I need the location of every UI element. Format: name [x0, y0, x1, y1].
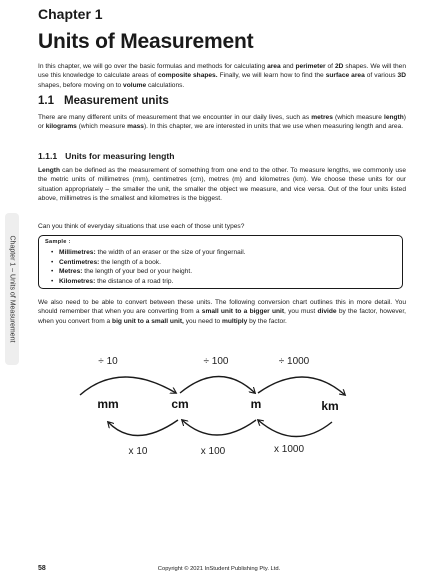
intro-text: In this chapter, we will go over the basic formulas and methods for calculating	[38, 63, 268, 70]
term-surface-area: surface area	[325, 72, 365, 80]
multiply-label: x 10	[128, 446, 148, 457]
sample-text: the width of an eraser or the size of your fingernail.	[95, 249, 246, 256]
section-number: 1.1.1	[38, 151, 58, 161]
chapter-label: Chapter 1	[38, 6, 103, 22]
unit-label: m	[250, 397, 262, 411]
paragraph-text: by the factor, however, when you convert from a	[38, 308, 406, 325]
paragraph-text: ). In this chapter, we are interested in units that we use when measuring length and area.	[143, 123, 404, 131]
unit-label: mm	[97, 397, 119, 411]
list-item	[59, 267, 246, 277]
paragraph-text: (which measure	[76, 123, 128, 131]
term-kilograms: kilograms	[45, 123, 77, 131]
sample-term: Kilometres:	[59, 277, 96, 285]
term-area: area	[267, 63, 281, 70]
length-definition-paragraph	[38, 166, 406, 204]
intro-text: Finally, we will learn how to find the	[217, 72, 326, 80]
term-length: Length	[38, 167, 60, 174]
paragraph-text: (which measure	[332, 114, 384, 121]
divide-label: ÷ 100	[203, 356, 229, 367]
sample-term: Metres:	[59, 268, 83, 276]
paragraph-text: by the factor.	[247, 317, 287, 325]
unit-label: km	[321, 399, 339, 413]
term-metres: metres	[311, 114, 333, 121]
term-small-to-big: small unit to a bigger unit	[201, 308, 285, 316]
term-perimeter: perimeter	[295, 63, 326, 70]
sample-term: Millimetres:	[59, 249, 96, 256]
intro-text: calculations.	[146, 81, 185, 89]
section-heading-1-1	[38, 95, 169, 107]
conversion-paragraph	[38, 298, 406, 326]
multiply-arrow	[258, 420, 332, 437]
multiply-arrow	[108, 420, 178, 436]
sample-term: Centimetres:	[59, 258, 100, 266]
term-length: length	[384, 114, 404, 121]
sample-label: Sample :	[45, 239, 71, 245]
section-heading-1-1-1	[38, 151, 174, 161]
multiply-label: x 1000	[273, 444, 305, 455]
paragraph-text: We also need to be able to convert between these units. The following conversion chart outlines this in more detail. You should remember that when you are converting from a	[38, 299, 406, 316]
multiply-label: x 100	[200, 446, 226, 457]
sample-text: the distance of a road trip.	[95, 277, 174, 285]
divide-arrow	[180, 377, 255, 394]
paragraph-text: can be defined as the measurement of something from one end to the other. To measure lengths, we commonly use the metric units of millimetres (mm), centimetres (cm), metres (m) and kilometres (km). We choose these units for our situation appropriately – the smaller the unit, the smaller the object we measure, and vice versa. Out of the four units listed above, millimetres is the smallest and kilometres is the biggest.	[38, 167, 406, 203]
sample-text: the length of a book.	[99, 258, 161, 266]
divide-label: ÷ 1000	[278, 356, 310, 367]
section-title: Units for measuring length	[65, 151, 175, 161]
divide-label: ÷ 10	[98, 356, 118, 367]
paragraph-text: you need to	[183, 317, 222, 325]
intro-text: shapes. We will then use this knowledge to calculate areas of	[38, 63, 406, 80]
conversion-diagram	[0, 340, 438, 470]
term-mass: mass	[127, 123, 144, 131]
list-item	[59, 277, 246, 287]
term-big-to-small: big unit to a small unit,	[112, 317, 184, 325]
sample-text: the length of your bed or your height.	[82, 268, 193, 276]
term-composite-shapes: composite shapes.	[158, 72, 218, 80]
paragraph-text: ) or	[38, 114, 406, 131]
page-title: Units of Measurement	[38, 30, 254, 53]
intro-text: of	[325, 63, 335, 70]
page-number: 58	[38, 565, 46, 572]
term-divide: divide	[317, 308, 337, 316]
intro-text: of various	[364, 72, 398, 80]
intro-text: shapes, before moving on to	[38, 81, 124, 89]
sample-list	[59, 248, 246, 286]
intro-paragraph	[38, 62, 406, 90]
term-volume: volume	[123, 81, 147, 89]
paragraph-text: There are many different units of measurement that we encounter in our daily lives, such as	[38, 114, 312, 121]
paragraph-text: , you must	[284, 308, 318, 316]
copyright-text: Copyright © 2021 InStudent Publishing Pty. Ltd.	[157, 566, 281, 572]
term-3d: 3D	[397, 72, 406, 80]
term-2d: 2D	[334, 63, 344, 70]
divide-arrow	[80, 377, 176, 395]
section-1-1-paragraph	[38, 113, 406, 132]
side-tab-label: Chapter 1 – Units of Measurement	[8, 235, 16, 343]
section-number: 1.1	[38, 95, 54, 107]
term-multiply: multiply	[222, 317, 248, 325]
sample-box	[38, 235, 403, 289]
list-item	[59, 258, 246, 268]
unit-label: cm	[171, 397, 189, 411]
multiply-arrow	[182, 420, 256, 435]
divide-arrow	[258, 377, 345, 395]
list-item	[59, 248, 246, 258]
question-text: Can you think of everyday situations that use each of those unit types?	[38, 223, 245, 230]
section-title: Measurement units	[64, 95, 169, 107]
intro-text: and	[280, 63, 296, 70]
